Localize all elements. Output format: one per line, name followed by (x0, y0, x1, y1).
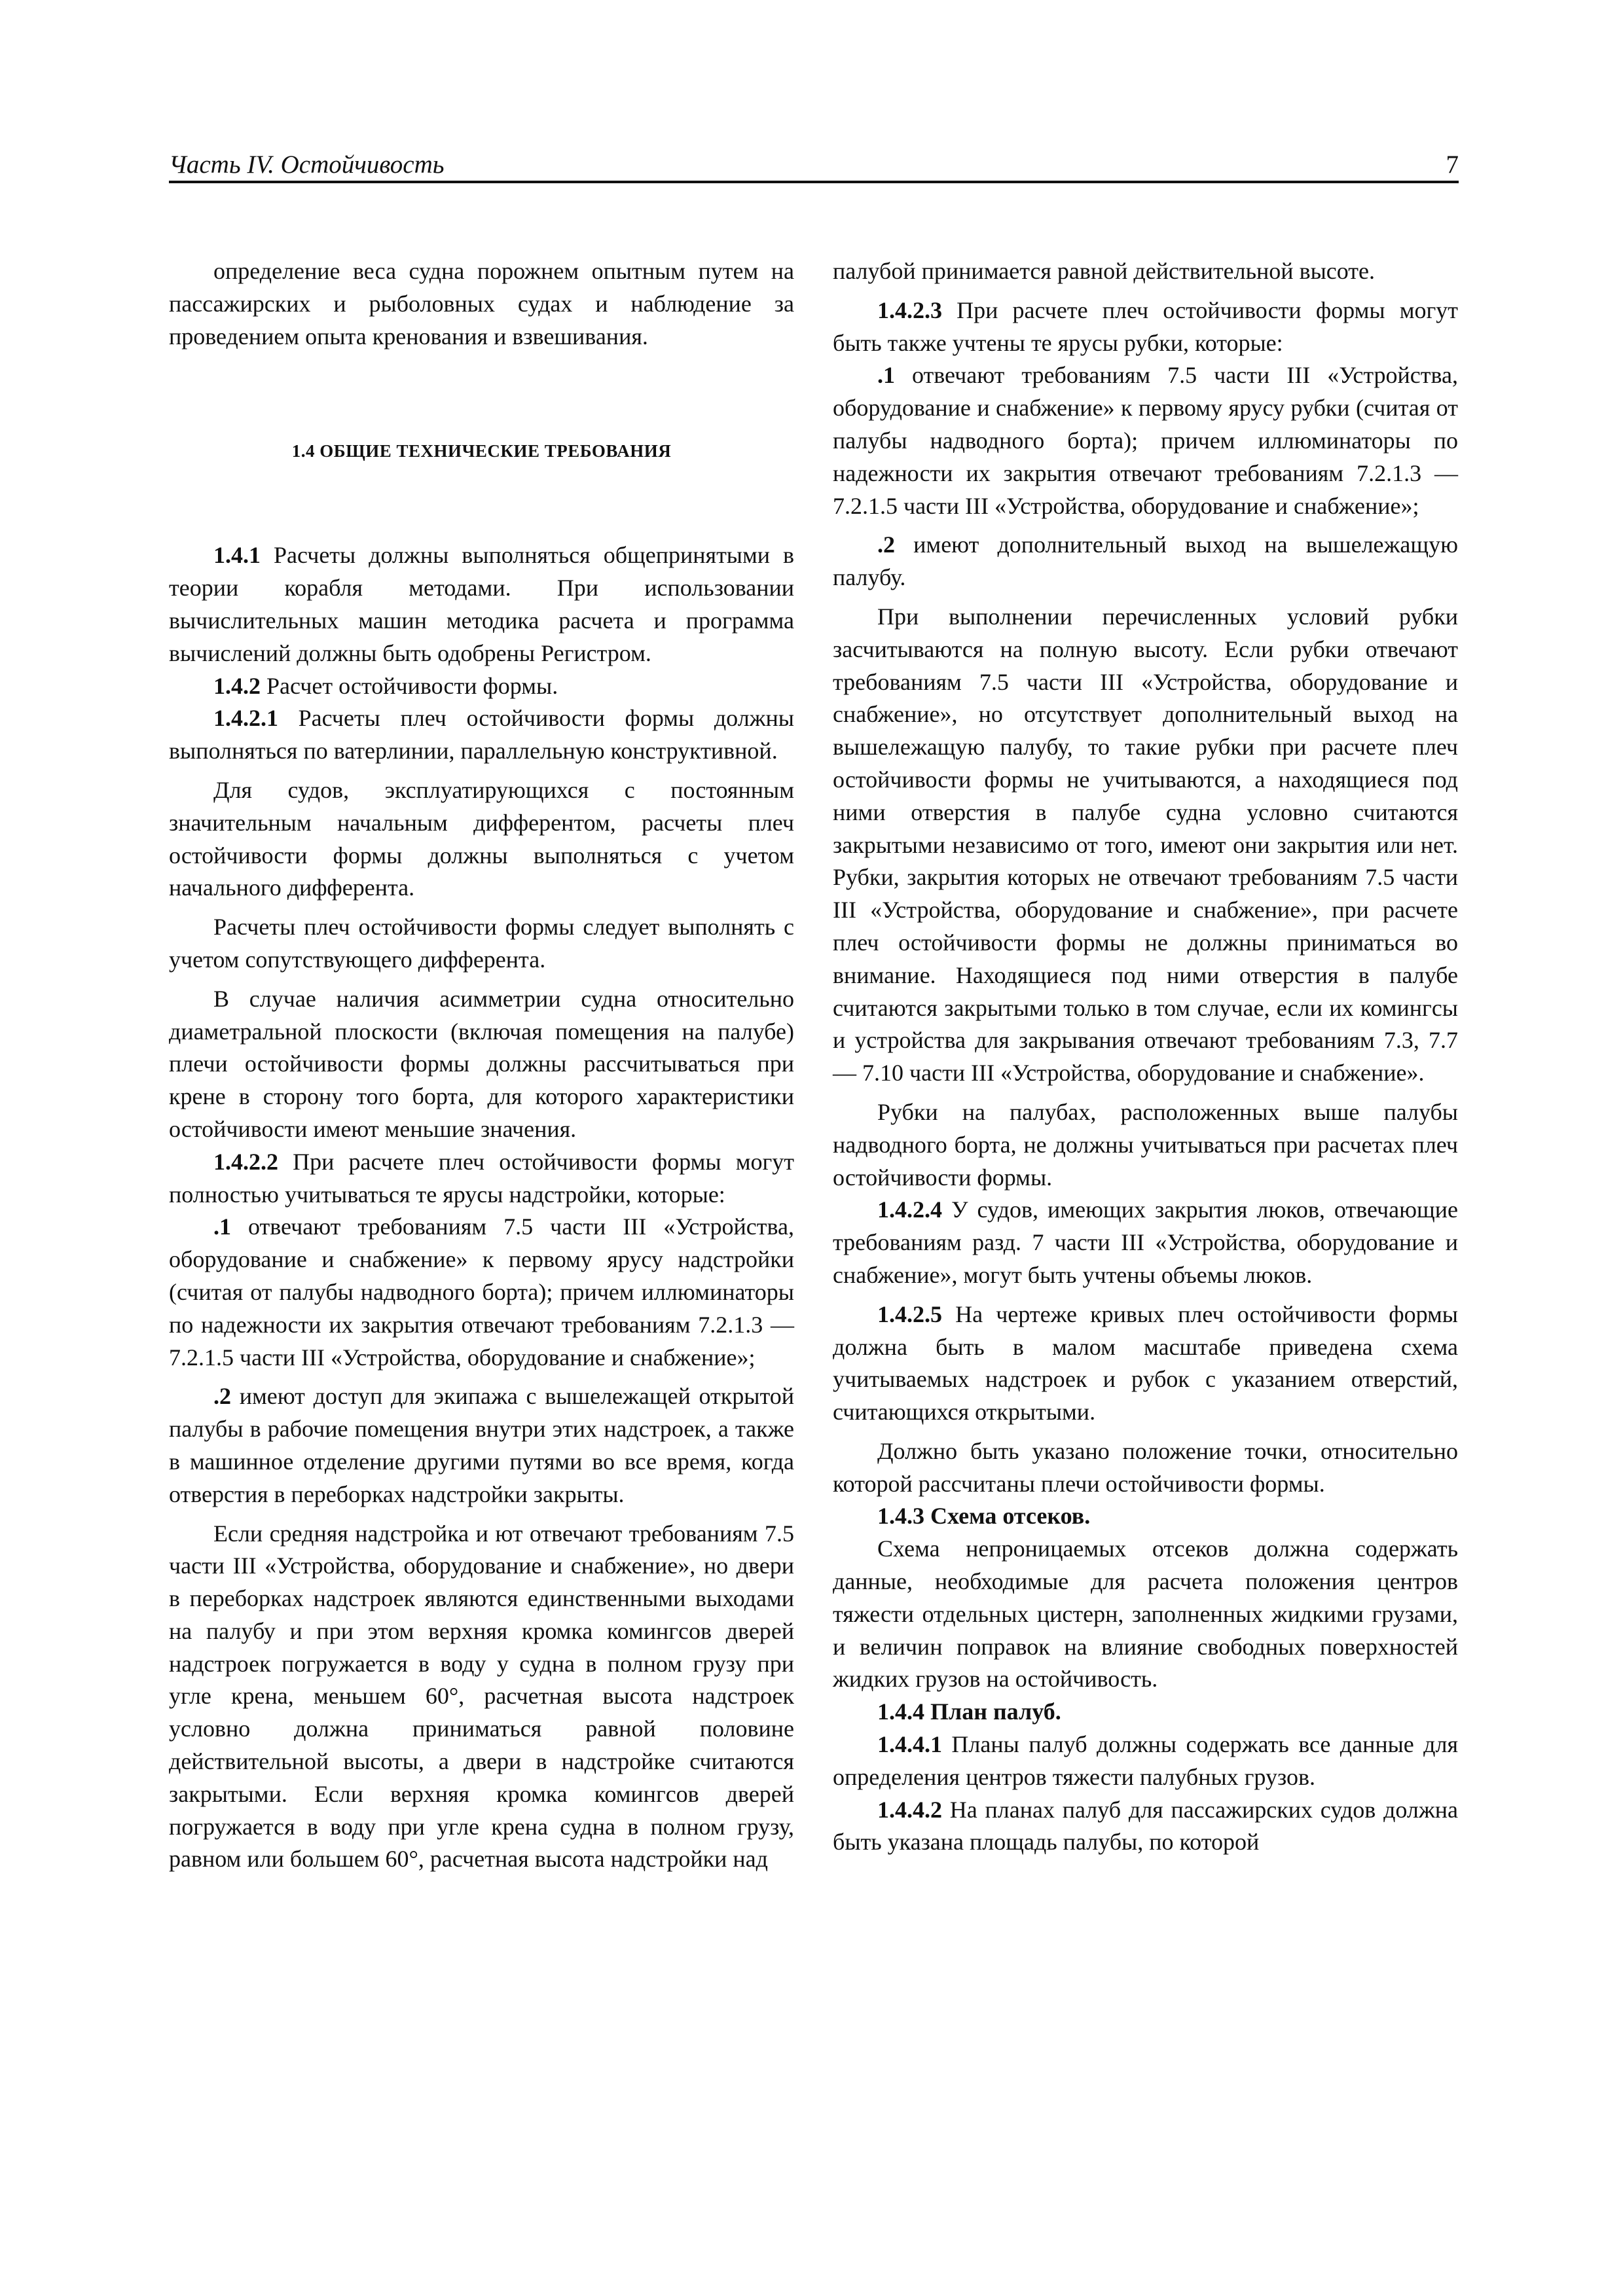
clause-number: 1.4.4.2 (877, 1796, 942, 1823)
paragraph-continued: палубой принимается равной действительной высоте. (833, 258, 1375, 284)
item-number: .1 (213, 1213, 231, 1240)
list-item-1 (169, 1211, 794, 1374)
clause-number: 1.4.4 (877, 1698, 924, 1725)
spacer (169, 463, 794, 539)
clause-text: При расчете плеч остойчивости формы могут быть также учтены те ярусы рубки, которые: (833, 296, 1458, 356)
paragraph-1-4-4 (833, 1696, 1458, 1729)
paragraph: Расчеты плеч остойчивости формы следует выполнять с учетом сопутствующего дифферента. (169, 914, 794, 973)
paragraph-1-4-2 (169, 670, 794, 703)
paragraph-1-4-2-5 (833, 1299, 1458, 1429)
paragraph: Схема непроницаемых отсеков должна содержать данные, необходимые для расчета положения центров тяжести отдельных цистерн, заполненных жидкими грузами, и величин поправок на влияние свободных поверхностей жидких грузов на остойчивость. (833, 1535, 1458, 1693)
clause-text: На чертеже кривых плеч остойчивости формы должна быть в малом масштабе приведена схема учитываемых надстроек и рубок с указанием отверстий, считающихся открытыми. (833, 1300, 1458, 1426)
clause-number: 1.4.2.2 (213, 1148, 278, 1175)
item-text: имеют дополнительный выход на вышележащую палубу. (833, 531, 1458, 591)
item-number: .2 (877, 531, 895, 558)
paragraph: В случае наличия асимметрии судна относительно диаметральной плоскости (включая помещения на палубе) плечи остойчивости формы должны рассчитываться при крене в сторону того борта, для которого характеристики остойчивости имеют меньшие значения. (169, 985, 794, 1142)
clause-number: 1.4.2.1 (213, 705, 278, 732)
paragraph-1-4-2-4 (833, 1194, 1458, 1291)
clause-text: Расчеты плеч остойчивости формы должны выполняться по ватерлинии, параллельную конструктивной. (169, 705, 794, 764)
clause-number: 1.4.2.3 (877, 296, 942, 323)
clause-number: 1.4.2 (213, 672, 261, 699)
paragraph-1-4-1 (169, 539, 794, 670)
clause-text: Планы палуб должны содержать все данные для определения центров тяжести палубных грузов. (833, 1731, 1458, 1790)
clause-number: 1.4.3 (877, 1503, 924, 1530)
item-text: имеют доступ для экипажа с вышележащей открытой палубы в рабочие помещения внутри этих надстроек, а также в машинное отделение другими путями во все время, когда отверстия в переборках надстройки закрыты. (169, 1383, 794, 1507)
clause-number: 1.4.2.4 (877, 1196, 942, 1223)
paragraph-1-4-4-2 (833, 1794, 1458, 1859)
clause-text: Расчет остойчивости формы. (261, 672, 558, 699)
spacer (169, 353, 794, 439)
clause-text: При расчете плеч остойчивости формы могут полностью учитываться те ярусы надстройки, которые: (169, 1148, 794, 1208)
paragraph-1-4-2-2 (169, 1146, 794, 1211)
header-title: Часть IV. Остойчивость (169, 151, 445, 179)
paragraph-intro: определение веса судна порожнем опытным путем на пассажирских и рыболовных судах и наблюдение за проведением опыта кренования и взвешивания. (169, 258, 794, 350)
clause-text: У судов, имеющих закрытия люков, отвечающие требованиям разд. 7 части III «Устройства, оборудование и снабжение», могут быть учтены объемы люков. (833, 1196, 1458, 1288)
paragraph-1-4-3 (833, 1500, 1458, 1533)
clause-number: 1.4.1 (213, 542, 261, 569)
running-header (169, 148, 1459, 182)
paragraph-1-4-2-3 (833, 295, 1458, 360)
clause-title: План палуб. (924, 1698, 1061, 1725)
paragraph: Для судов, эксплуатирующихся с постоянным значительным начальным дифферентом, расчеты плеч остойчивости формы должны выполняться с учетом начального дифферента. (169, 776, 794, 901)
list-item-2 (833, 529, 1458, 594)
paragraph: Должно быть указано положение точки, относительно которой рассчитаны плечи остойчивости формы. (833, 1437, 1458, 1497)
page-number: 7 (1446, 151, 1459, 179)
header-rule (169, 181, 1459, 183)
clause-text: На планах палуб для пассажирских судов должна быть указана площадь палубы, по которой (833, 1796, 1458, 1856)
paragraph: Если средняя надстройка и ют отвечают требованиям 7.5 части III «Устройства, оборудование и снабжение», но двери в переборках надстроек являются единственными выходами на палубу и при этом верхняя кромка комингсов дверей надстроек погружается в воду у судна в полном грузу при угле крена, меньшем 60°, расчетная высота надстроек условно должна приниматься равной половине действительной высоты, а двери в надстройке считаются закрытыми. Если верхняя кромка комингсов дверей погружается в воду при угле крена судна в полном грузу, равном или большем 60°, расчетная высота надстройки над (169, 1520, 794, 1873)
item-text: отвечают требованиям 7.5 части III «Устройства, оборудование и снабжение» к первому ярусу надстройки (считая от палубы надводного борта); причем иллюминаторы по надежности их закрытия отвечают требованиям 7.2.1.3 — 7.2.1.5 части III «Устройства, оборудование и снабжение»; (169, 1213, 794, 1371)
paragraph: Рубки на палубах, расположенных выше палубы надводного борта, не должны учитываться при расчетах плеч остойчивости формы. (833, 1098, 1458, 1191)
list-item-2 (169, 1380, 794, 1511)
clause-text: Расчеты должны выполняться общепринятыми в теории корабля методами. При использовании вычислительных машин методика расчета и программа вычислений должны быть одобрены Регистром. (169, 542, 794, 666)
item-text: отвечают требованиям 7.5 части III «Устройства, оборудование и снабжение» к первому ярусу рубки (считая от палубы надводного борта); причем иллюминаторы по надежности их закрытия отвечают требованиям 7.2.1.3 — 7.2.1.5 части III «Устройства, оборудование и снабжение»; (833, 362, 1458, 519)
left-column (169, 255, 794, 1876)
section-heading: 1.4 ОБЩИЕ ТЕХНИЧЕСКИЕ ТРЕБОВАНИЯ (291, 441, 672, 461)
item-number: .1 (877, 362, 895, 389)
clause-number: 1.4.4.1 (877, 1731, 942, 1758)
clause-number: 1.4.2.5 (877, 1300, 942, 1327)
item-number: .2 (213, 1383, 231, 1410)
paragraph-1-4-2-1 (169, 702, 794, 768)
right-column (833, 255, 1458, 1859)
clause-title: Схема отсеков. (924, 1503, 1091, 1530)
list-item-1 (833, 359, 1458, 522)
paragraph: При выполнении перечисленных условий рубки засчитываются на полную высоту. Если рубки отвечают требованиям 7.5 части III «Устройства, оборудование и снабжение», но отсутствует дополнительный выход на вышележащую палубу, то такие рубки при расчете плеч остойчивости формы не учитываются, а находящиеся под ними отверстия в палубе судна условно считаются закрытыми независимо от того, имеют они закрытия или нет. Рубки, закрытия которых не отвечают требованиям 7.5 части III «Устройства, оборудование и снабжение», при расчете плеч остойчивости формы не должны приниматься во внимание. Находящиеся под ними отверстия в палубе считаются закрытыми только в том случае, если их комингсы и устройства для закрывания отвечают требованиям 7.3, 7.7 — 7.10 части III «Устройства, оборудование и снабжение». (833, 603, 1458, 1086)
paragraph-1-4-4-1 (833, 1729, 1458, 1794)
